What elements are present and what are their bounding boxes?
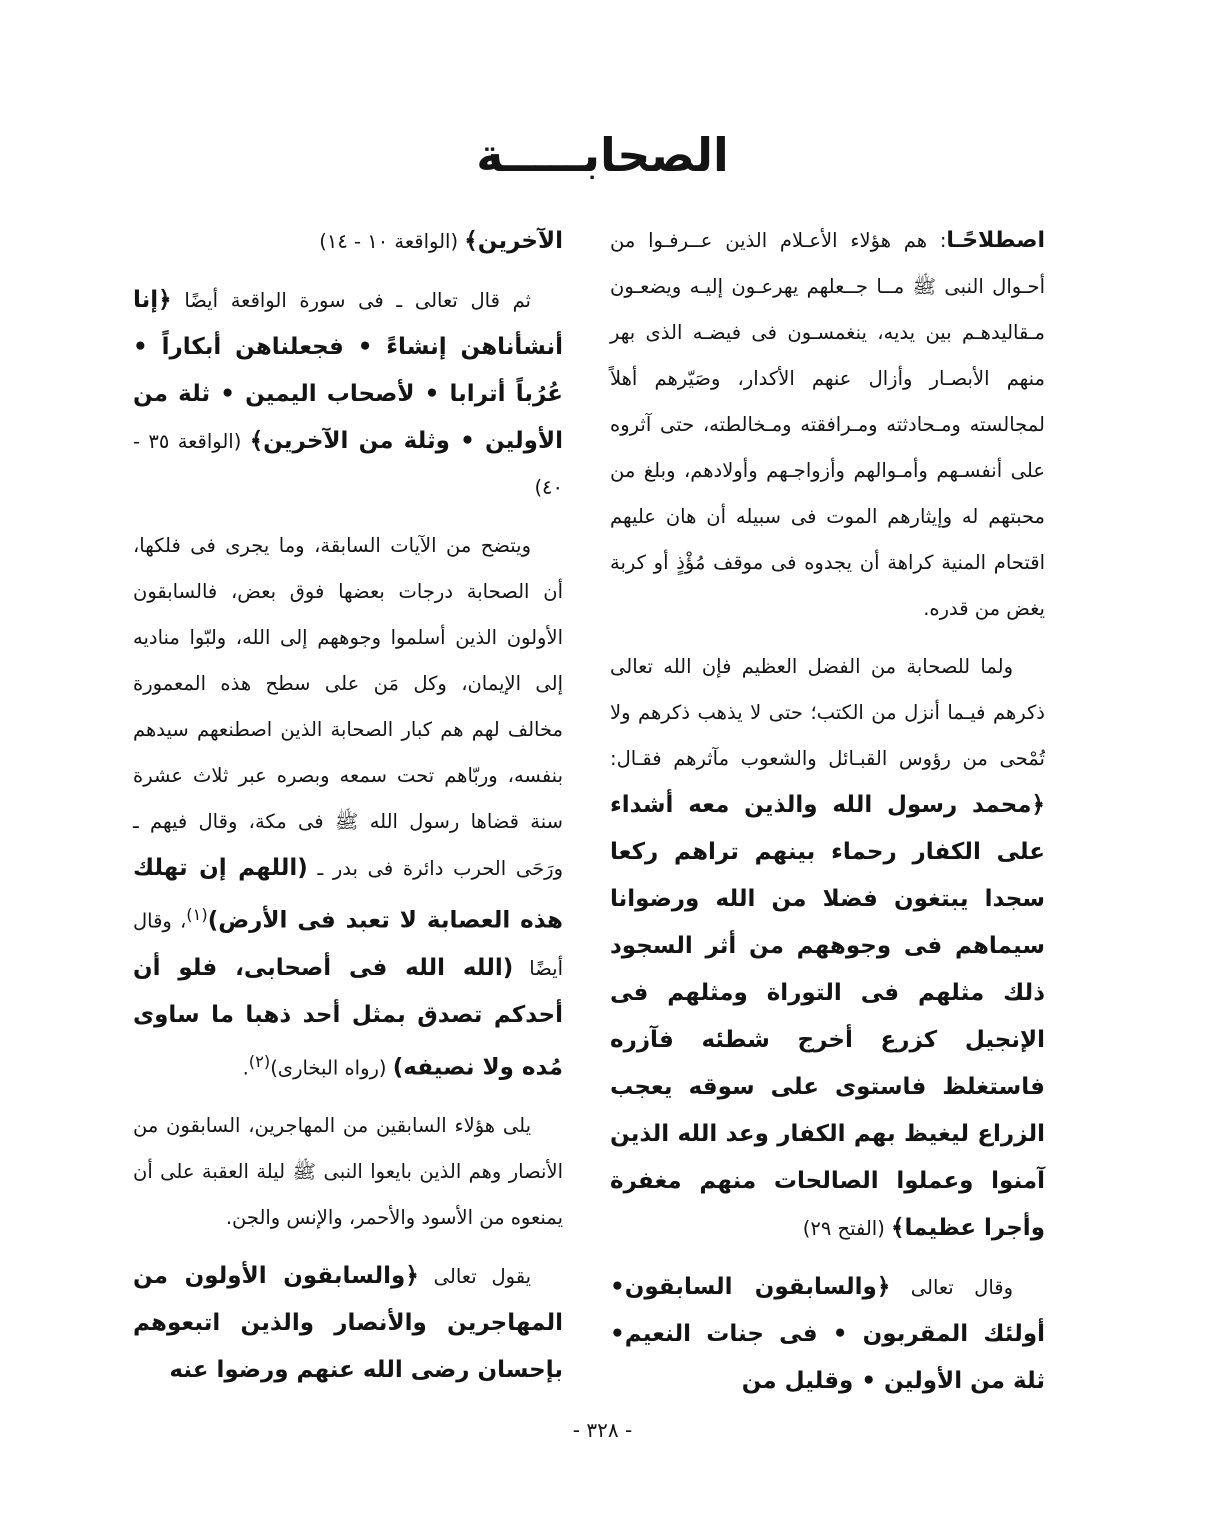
paragraph-text: ويتضح من الآيات السابقة، وما يجرى فى فلكها، أن الصحابة درجات بعضها فوق بعض، فالسابقون الأولون الذين أسلموا وجوههم إلى الله، ولبّوا مناديه إلى الإيمان، وكل مَن على سطح هذه المعمورة مخالف لهم هم كبار الصحابة الذين اصطنعهم سيدهم بنفسه، وربّاهم تحت سمعه وبصره عبر ثلاث عشرة سنة قضاها رسول الله ﷺ فى مكة، وقال فيهم ـ ورَحَى الحرب دائرة فى بدر ـ [133,534,563,880]
quran-verse: ﴿والسابقون السابقون• أولئك المقربون • فى جنات النعيم• ثلة من الأولين • وقليل من [610,1274,1045,1394]
page-title: الصحابـــــة [476,128,729,182]
left-column [133,218,563,1406]
paragraph-quran-fath [610,644,1045,1252]
paragraph-text: ولما للصحابة من الفضل العظيم فإن الله تعالى ذكرهم فيـما أنزل من الكتب؛ حتى لا يذهب ذكرهم ولا تُمْحى من رؤوس القبـائل والشعوب مآثرهم فقـال: [610,655,1045,770]
quran-verse: ﴿إنا أنشأناهن إنشاءً • فجعلناهن أبكاراً • عُرُباً أترابا • لأصحاب اليمين • ثلة من الأولين • وثلة من الآخرين﴾ [133,287,563,454]
quran-verse: ﴿والسابقون الأولون من المهاجرين والأنصار والذين اتبعوهم بإحسان رضى الله عنهم ورضوا عنه [133,1263,563,1383]
quran-verse: ﴿محمد رسول الله والذين معه أشداء على الكفار رحماء بينهم تراهم ركعا سجدا يبتغون فضلا من الله ورضوانا سيماهم فى وجوههم من أثر السجود ذلك مثلهم فى التوراة ومثلهم فى الإنجيل كزرع أخرج شطئه فآزره فاستغلظ فاستوى على سوقه يعجب الزراع ليغيظ بهم الكفار وعد الله الذين آمنوا وعملوا الصالحات منهم مغفرة وأجرا عظيما﴾ [610,792,1045,1241]
paragraph-text: يلى هؤلاء السابقين من المهاجرين، السابقون من الأنصار وهم الذين بايعوا النبى ﷺ ليلة العقبة على أن يمنعوه من الأسود والأحمر، والإنس والجن. [133,1114,563,1229]
footnote-marker: (٢) [248,1051,271,1071]
paragraph-ansar [133,1103,563,1241]
hadith-reference: (رواه البخارى) [270,1056,393,1079]
paragraph-quran-tawba [133,1253,563,1394]
paragraph-quran-waqia-2 [133,277,563,511]
quran-verse: الآخرين﴾ [464,228,563,254]
definition-text: : هم هؤلاء الأعـلام الذين عــرفـوا من أحـوال النبى ﷺ مــا جــعلهم يهرعـون إليـه ويضعـون مـقاليدهـم بين يديه، ينغمسـون فى فيضـه الذى بهر منهم الأبصـار وأزال عنهم الأكدار، وصَيّرهم أهلاً لمجالسته ومـحادثته ومـرافقته ومـخالطته، حتى آثروه على أنفسـهم وأمـوالهم وأزواجـهم وأولادهم، وبلغ من محبتهم له وإيثارهم الموت فى سبيله أن هان عليهم اقتحام المنية كراهة أن يجدوه فى موقف مُؤْذٍ أو كربة يغض من قدره. [610,229,1045,620]
paragraph-definition [610,218,1045,632]
hadith-quote: (اللهم إن تهلك هذه العصابة لا تعبد فى الأرض) [133,855,563,934]
page-number: - ٣٢٨ - [572,1418,633,1442]
paragraph-quran-waqia [610,1264,1045,1405]
definition-term: اصطلاحًـا [946,228,1045,253]
footnote-marker: (١) [186,905,208,924]
paragraph-verse-continuation [133,218,563,265]
paragraph-text: ثم قال تعالى ـ فى سورة الواقعة أيضًا [171,289,531,312]
verse-reference: (الواقعة ٣٥ - ٤٠) [133,430,563,499]
paragraph-companions-ranks [133,523,563,1091]
verse-reference: (الفتح ٢٩) [802,1217,891,1240]
paragraph-text: وقال تعالى [890,1276,1014,1299]
paragraph-text: يقول تعالى [418,1265,531,1288]
paragraph-text: . [242,1056,249,1079]
right-column [610,218,1045,1417]
paragraph-text: ، وقال أيضًا [133,909,563,980]
verse-reference: (الواقعة ١٠ - ١٤) [319,230,465,253]
hadith-quote: (الله الله فى أصحابى، فلو أن أحدكم تصدق بمثل أحد ذهبا ما ساوى مُده ولا نصيفه) [133,954,563,1080]
